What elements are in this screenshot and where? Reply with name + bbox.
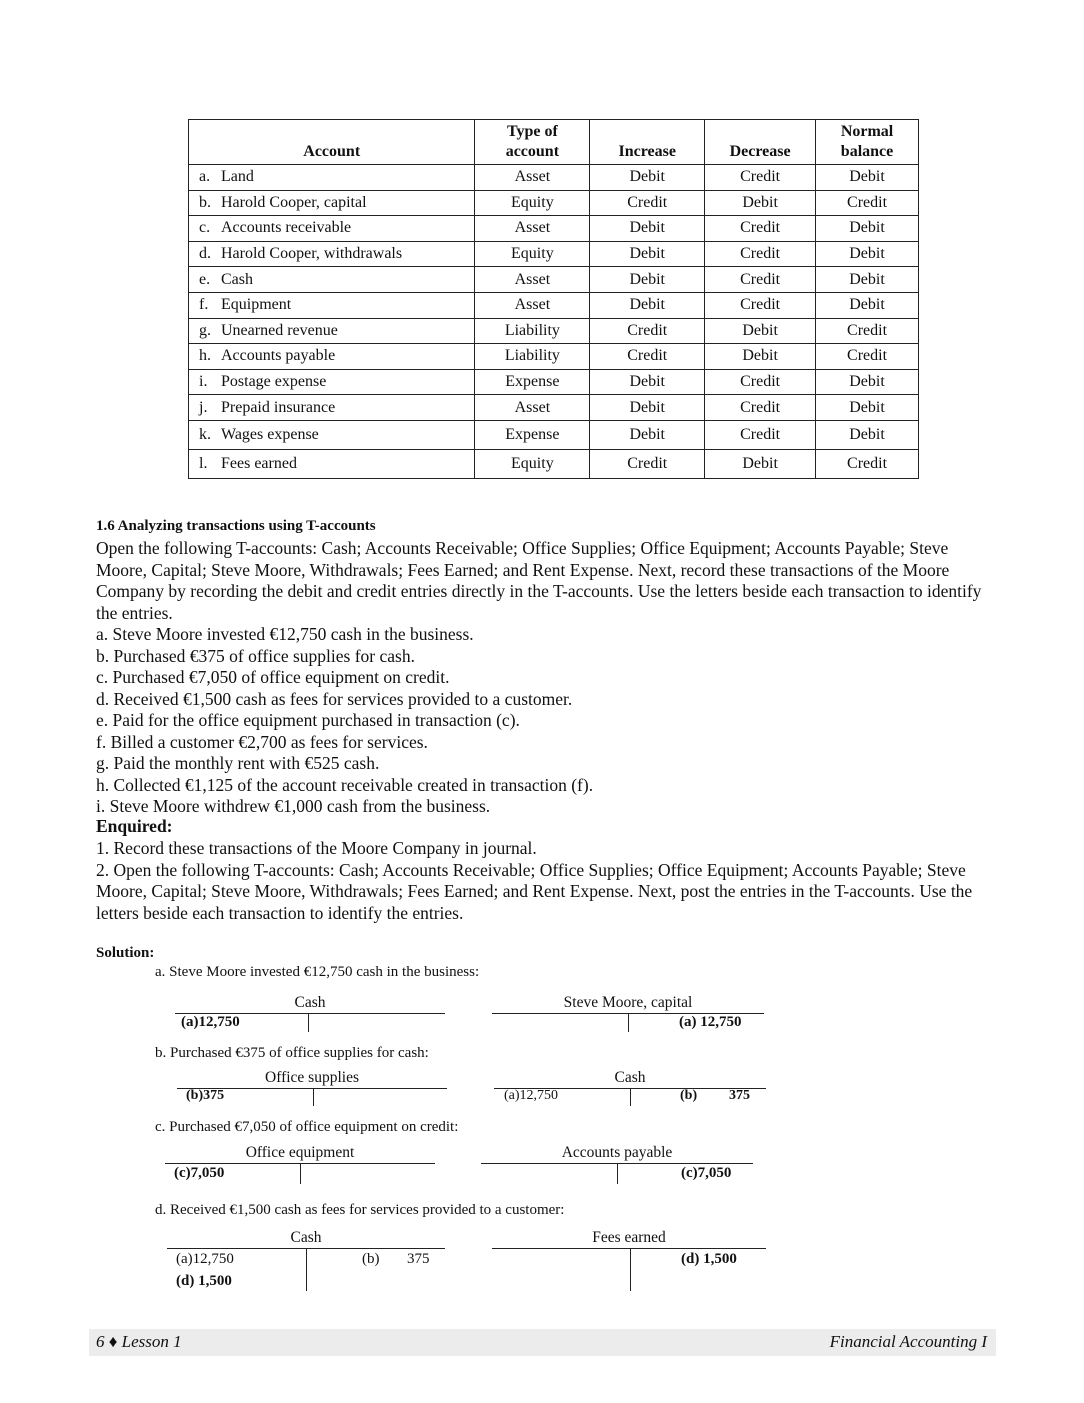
cell-account [189, 216, 475, 242]
cell-increase: Credit [590, 318, 705, 344]
cell-type: Asset [475, 395, 590, 421]
t-account-debit: (d) 1,500 [176, 1273, 232, 1289]
t-account-title: Cash [290, 1229, 322, 1246]
t-account-divider [630, 1248, 631, 1291]
t-account-divider [313, 1088, 314, 1106]
t-account-credit-label: (b) [680, 1088, 698, 1103]
account-name: Equipment [221, 296, 292, 314]
cell-account [189, 292, 475, 318]
cell-type: Asset [475, 267, 590, 293]
cell-account [189, 190, 475, 216]
cell-normal-balance: Debit [816, 216, 919, 242]
cell-decrease: Credit [705, 165, 816, 191]
list-item: f. Billed a customer €2,700 as fees for services. [96, 731, 428, 752]
t-account-credit: (d) 1,500 [681, 1251, 737, 1267]
cell-increase: Debit [590, 420, 705, 449]
table-row [189, 369, 919, 395]
t-account-capital-a [492, 994, 764, 1036]
solution-label: Solution: [96, 945, 155, 961]
header-account: Account [189, 120, 475, 165]
cell-increase: Debit [590, 216, 705, 242]
cell-increase: Credit [590, 190, 705, 216]
account-name: Accounts receivable [221, 219, 352, 237]
row-letter: c. [199, 219, 211, 237]
table-row [189, 344, 919, 370]
t-account-divider [630, 1088, 631, 1106]
cell-increase: Credit [590, 449, 705, 478]
account-name: Postage expense [221, 373, 327, 391]
footer-page-lesson: 6 ♦ Lesson 1 [96, 1332, 182, 1351]
header-type: Type of account [475, 120, 590, 165]
cell-decrease: Debit [705, 318, 816, 344]
cell-normal-balance: Debit [816, 395, 919, 421]
cell-decrease: Credit [705, 420, 816, 449]
table-row [189, 216, 919, 242]
cell-type: Asset [475, 292, 590, 318]
t-account-accounts-payable-c [481, 1144, 753, 1188]
t-account-credit-label: (b) [362, 1251, 380, 1267]
row-letter: a. [199, 168, 211, 186]
row-letter: k. [199, 425, 211, 443]
cell-decrease: Credit [705, 369, 816, 395]
cell-decrease: Debit [705, 190, 816, 216]
account-name: Harold Cooper, withdrawals [221, 245, 403, 263]
t-account-title: Office equipment [245, 1144, 355, 1161]
cell-type: Asset [475, 216, 590, 242]
t-account-divider [308, 1013, 309, 1032]
cell-decrease: Credit [705, 241, 816, 267]
t-account-office-supplies-b [177, 1069, 447, 1109]
account-classification-table [188, 119, 919, 479]
cell-type: Equity [475, 241, 590, 267]
t-account-divider [306, 1248, 307, 1291]
account-name: Fees earned [221, 454, 297, 472]
t-account-debit: (c)7,050 [174, 1165, 225, 1181]
t-account-divider [617, 1163, 618, 1184]
cell-decrease: Debit [705, 449, 816, 478]
list-item: a. Steve Moore invested €12,750 cash in the business. [96, 624, 474, 644]
cell-normal-balance: Credit [816, 449, 919, 478]
row-letter: i. [199, 373, 208, 391]
table-row [189, 241, 919, 267]
t-account-credit: (a) 12,750 [679, 1014, 742, 1030]
account-name: Accounts payable [221, 347, 336, 365]
t-account-title: Accounts payable [561, 1144, 673, 1161]
cell-decrease: Debit [705, 344, 816, 370]
table-row [189, 449, 919, 478]
t-account-debit: (b)375 [186, 1088, 225, 1103]
cell-decrease: Credit [705, 216, 816, 242]
enquired-heading: Enquired: [96, 816, 173, 836]
table-row [189, 292, 919, 318]
account-name: Prepaid insurance [221, 398, 336, 416]
t-account-debit: (a)12,750 [176, 1251, 234, 1267]
t-account-title: Steve Moore, capital [563, 994, 693, 1011]
solution-c-caption: c. Purchased €7,050 of office equipment on credit: [155, 1119, 459, 1135]
table-row [189, 165, 919, 191]
row-letter: h. [199, 347, 211, 365]
cell-type: Expense [475, 369, 590, 395]
cell-increase: Debit [590, 241, 705, 267]
problem-intro: Open the following T-accounts: Cash; Accounts Receivable; Office Supplies; Office Equipment; Accounts Payable; Steve Moore, Capital; Steve Moore, Withdrawals; Fees Earned; and Rent Expense. Next, record these transactions of the Moore Company by recording the debit and credit entries directly in the T-accounts. Use the letters beside each transaction to identify the entries. [96, 538, 982, 623]
list-item: e. Paid for the office equipment purchased in transaction (c). [96, 710, 520, 730]
section-heading: 1.6 Analyzing transactions using T-accounts [96, 518, 376, 534]
solution-a-caption: a. Steve Moore invested €12,750 cash in the business: [155, 964, 480, 980]
cell-normal-balance: Debit [816, 292, 919, 318]
cell-decrease: Credit [705, 267, 816, 293]
account-name: Wages expense [221, 425, 319, 443]
cell-type: Liability [475, 318, 590, 344]
t-account-office-equipment-c [165, 1144, 435, 1188]
t-account-debit: (a)12,750 [504, 1088, 559, 1103]
cell-normal-balance: Debit [816, 267, 919, 293]
table-row [189, 395, 919, 421]
cell-account [189, 369, 475, 395]
t-account-credit: (c)7,050 [681, 1165, 732, 1181]
account-name: Land [221, 168, 254, 186]
cell-account [189, 267, 475, 293]
row-letter: f. [199, 296, 209, 314]
list-item: b. Purchased €375 of office supplies for cash. [96, 645, 415, 666]
cell-normal-balance: Debit [816, 420, 919, 449]
enquired-list [96, 838, 996, 924]
row-letter: e. [199, 270, 211, 288]
transaction-list [96, 624, 996, 818]
footer-book-title: Financial Accounting I [829, 1332, 987, 1351]
account-name: Unearned revenue [221, 321, 338, 339]
cell-normal-balance: Credit [816, 190, 919, 216]
t-account-credit-value: 375 [407, 1251, 430, 1267]
cell-increase: Debit [590, 292, 705, 318]
cell-account [189, 395, 475, 421]
row-letter: b. [199, 193, 211, 211]
cell-type: Equity [475, 190, 590, 216]
cell-increase: Debit [590, 165, 705, 191]
t-account-credit-value: 375 [729, 1088, 750, 1103]
t-account-rule [492, 1248, 766, 1249]
cell-account [189, 241, 475, 267]
solution-b-caption: b. Purchased €375 of office supplies for cash: [155, 1045, 429, 1061]
cell-type: Equity [475, 449, 590, 478]
table-row [189, 420, 919, 449]
account-name: Harold Cooper, capital [221, 193, 367, 211]
t-account-cash-d [167, 1229, 445, 1293]
cell-decrease: Credit [705, 395, 816, 421]
t-account-title: Office supplies [265, 1069, 359, 1086]
cell-account [189, 165, 475, 191]
t-account-cash-b [494, 1069, 766, 1109]
header-increase: Increase [590, 120, 705, 165]
cell-increase: Credit [590, 344, 705, 370]
list-item: 1. Record these transactions of the Moore Company in journal. [96, 838, 537, 858]
t-account-debit: (a)12,750 [181, 1014, 240, 1030]
table-header-row [189, 120, 919, 165]
row-letter: j. [199, 398, 208, 416]
t-account-title: Cash [614, 1069, 646, 1086]
cell-increase: Debit [590, 395, 705, 421]
page-footer [89, 1329, 996, 1356]
table-row [189, 190, 919, 216]
solution-d-caption: d. Received €1,500 cash as fees for services provided to a customer: [155, 1202, 565, 1218]
cell-decrease: Credit [705, 292, 816, 318]
cell-account [189, 318, 475, 344]
header-decrease: Decrease [705, 120, 816, 165]
cell-normal-balance: Debit [816, 369, 919, 395]
list-item: c. Purchased €7,050 of office equipment on credit. [96, 667, 450, 687]
row-letter: g. [199, 321, 211, 339]
cell-account [189, 449, 475, 478]
t-account-fees-earned-d [492, 1229, 766, 1293]
cell-type: Liability [475, 344, 590, 370]
list-item: 2. Open the following T-accounts: Cash; Accounts Receivable; Office Supplies; Office Equipment; Accounts Payable; Steve Moore, Capital; Steve Moore, Withdrawals; Fees Earned; and Rent Expense. Next, post the entries in the T-accounts. Use the letters beside each transaction to identify the entries. [96, 859, 973, 923]
cell-type: Asset [475, 165, 590, 191]
t-account-title: Cash [294, 994, 326, 1011]
header-normal-balance: Normal balance [816, 120, 919, 165]
cell-increase: Debit [590, 267, 705, 293]
cell-account [189, 420, 475, 449]
cell-type: Expense [475, 420, 590, 449]
list-item: h. Collected €1,125 of the account receivable created in transaction (f). [96, 774, 594, 795]
t-account-divider [300, 1163, 301, 1184]
cell-increase: Debit [590, 369, 705, 395]
table-row [189, 267, 919, 293]
list-item: i. Steve Moore withdrew €1,000 cash from the business. [96, 796, 491, 816]
table-row [189, 318, 919, 344]
cell-normal-balance: Credit [816, 344, 919, 370]
list-item: g. Paid the monthly rent with €525 cash. [96, 753, 380, 773]
t-account-cash-a [175, 994, 445, 1036]
cell-normal-balance: Credit [816, 318, 919, 344]
cell-account [189, 344, 475, 370]
t-account-title: Fees earned [592, 1229, 666, 1246]
row-letter: l. [199, 454, 208, 472]
account-name: Cash [221, 270, 253, 288]
row-letter: d. [199, 245, 211, 263]
t-account-divider [628, 1013, 629, 1032]
cell-normal-balance: Debit [816, 165, 919, 191]
list-item: d. Received €1,500 cash as fees for services provided to a customer. [96, 688, 573, 709]
cell-normal-balance: Debit [816, 241, 919, 267]
